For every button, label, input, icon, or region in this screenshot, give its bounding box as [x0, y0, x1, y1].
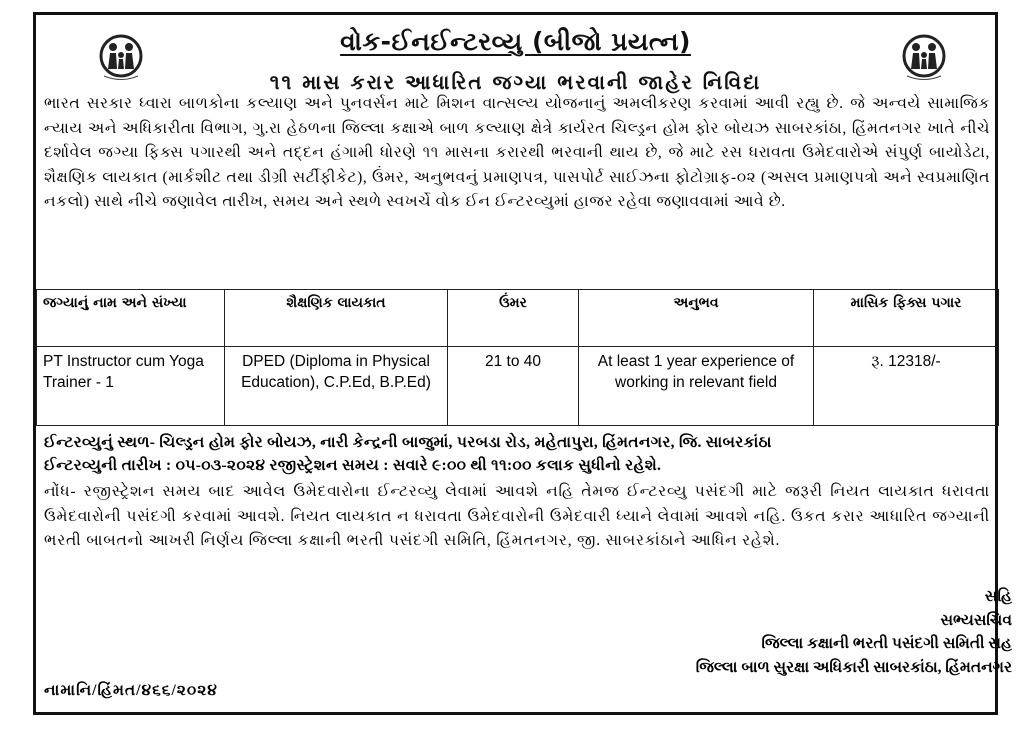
signature-line-1: જિલ્લા કક્ષાની ભરતી પસંદગી સમિતી સહ — [761, 635, 1012, 652]
cell-age: 21 to 40 — [448, 347, 579, 426]
table-row — [37, 347, 999, 426]
interview-place: ઈન્ટરવ્યુનું સ્થળ- ચિલ્ડ્રન હોમ ફોર બોયઝ, નારી કેન્દ્રની બાજુમાં, પરબડા રોડ, મહેતાપુરા, હિંમતનગર, જિ. સાબરકાંઠા — [44, 434, 772, 451]
note-paragraph: નોંધ- રજીસ્ટ્રેશન સમય બાદ આવેલ ઉમેદવારોના ઈન્ટરવ્યુ લેવામાં આવશે નહિ તેમજ ઈન્ટરવ્યુ પસંદગી માટે જરૂરી નિયત લાયકાત ધરાવતા ઉમેદવારોની પસંદગી કરવામાં આવશે. નિયત લાયકાત ન ધરાવતા ઉમેદવારોની ઉમેદવારી ધ્યાને લેવામાં આવશે નહિ. ઉકત કરાર આધારિત જગ્યાની ભરતી બાબતનો આખરી નિર્ણય જિલ્લા કક્ષાની ભરતી પસંદગી સમિતિ, હિંમતનગર, જી. સાબરકાંઠાને આધિન રહેશે. — [44, 483, 990, 549]
col-header-experience: અનુભવ — [579, 290, 814, 347]
signature-designation: સભ્યસચિવ — [940, 611, 1012, 629]
signature-sign: સહિ — [984, 588, 1012, 605]
vacancy-table — [36, 289, 999, 426]
intro-paragraph: ભારત સરકાર ધ્વારા બાળકોના કલ્યાણ અને પુનવર્સન માટે મિશન વાત્સલ્ય યોજનાનું અમલીકરણ કરવામાં આવી રહ્યુ છે. જે અન્વયે સામાજિક ન્યાય અને અધિકારીતા વિભાગ, ગુ.રા હેઠળના જિલ્લા કક્ષાએ બાળ કલ્યાણ ક્ષેત્રે કાર્યરત ચિલ્ડ્રન હોમ ફોર બોયઝ સાબરકાંઠા, હિંમતનગર ખાતે નીચે દર્શાવેલ જગ્યા ફિક્સ પગારથી અને તદ્દન હંગામી ધોરણે ૧૧ માસના કરારથી ભરવાની થાય છે, જે માટે રસ ધરાવતા ઉમેદવારોએ સંપુર્ણ બાયોડેટા, શૈક્ષણિક લાયકાત (માર્કશીટ તથા ડીગ્રી સર્ટીફીકેટ), ઉંમર, અનુભવનું પ્રમાણપત્ર, પાસપોર્ટ સાઈઝના ફોટોગ્રાફ-૦૨ (અસલ પ્રમાણપત્રો અને સ્વપ્રમાણિત નકલો) સાથે નીચે જણાવેલ તારીખ, સમય અને સ્થળે સ્વખર્ચે વોક ઈન ઈન્ટરવ્યુમાં હાજર રહેવા જણાવવામાં આવે છે. — [44, 95, 990, 210]
col-header-salary: માસિક ફિક્સ પગાર — [814, 290, 999, 347]
signature-block — [696, 585, 1012, 679]
cell-salary: રૂ. 12318/- — [814, 347, 999, 426]
interview-datetime: ઈન્ટરવ્યુની તારીખ : ૦૫-૦૩-૨૦૨૪ રજીસ્ટ્રેશન સમય : સવારે ૯:૦૦ થી ૧૧:૦૦ કલાક સુધીનો રહેશે. — [44, 457, 662, 474]
cell-qualification: DPED (Diploma in Physical Education), C.P.Ed, B.P.Ed) — [225, 347, 448, 426]
notice-subtitle: ૧૧ માસ કરાર આધારિત જગ્યા ભરવાની જાહેર નિવિદા — [269, 70, 762, 94]
reference-number: નામાનિ/હિંમત/૪૬૬/૨૦૨૪ — [44, 682, 218, 699]
col-header-age: ઉંમર — [448, 290, 579, 347]
col-header-post: જગ્યાનું નામ અને સંખ્યા — [37, 290, 225, 347]
table-header-row — [37, 290, 999, 347]
col-header-qualification: શૈક્ષણિક લાયકાત — [225, 290, 448, 347]
cell-experience: At least 1 year experience of working in relevant field — [579, 347, 814, 426]
notice-title: વોક-ઈનઈન્ટરવ્યુ (બીજો પ્રયત્ન) — [340, 27, 691, 56]
cell-post: PT Instructor cum Yoga Trainer - 1 — [37, 347, 225, 426]
signature-line-2: જિલ્લા બાળ સુરક્ષા અધિકારી સાબરકાંઠા, હિંમતનગર — [695, 658, 1012, 676]
